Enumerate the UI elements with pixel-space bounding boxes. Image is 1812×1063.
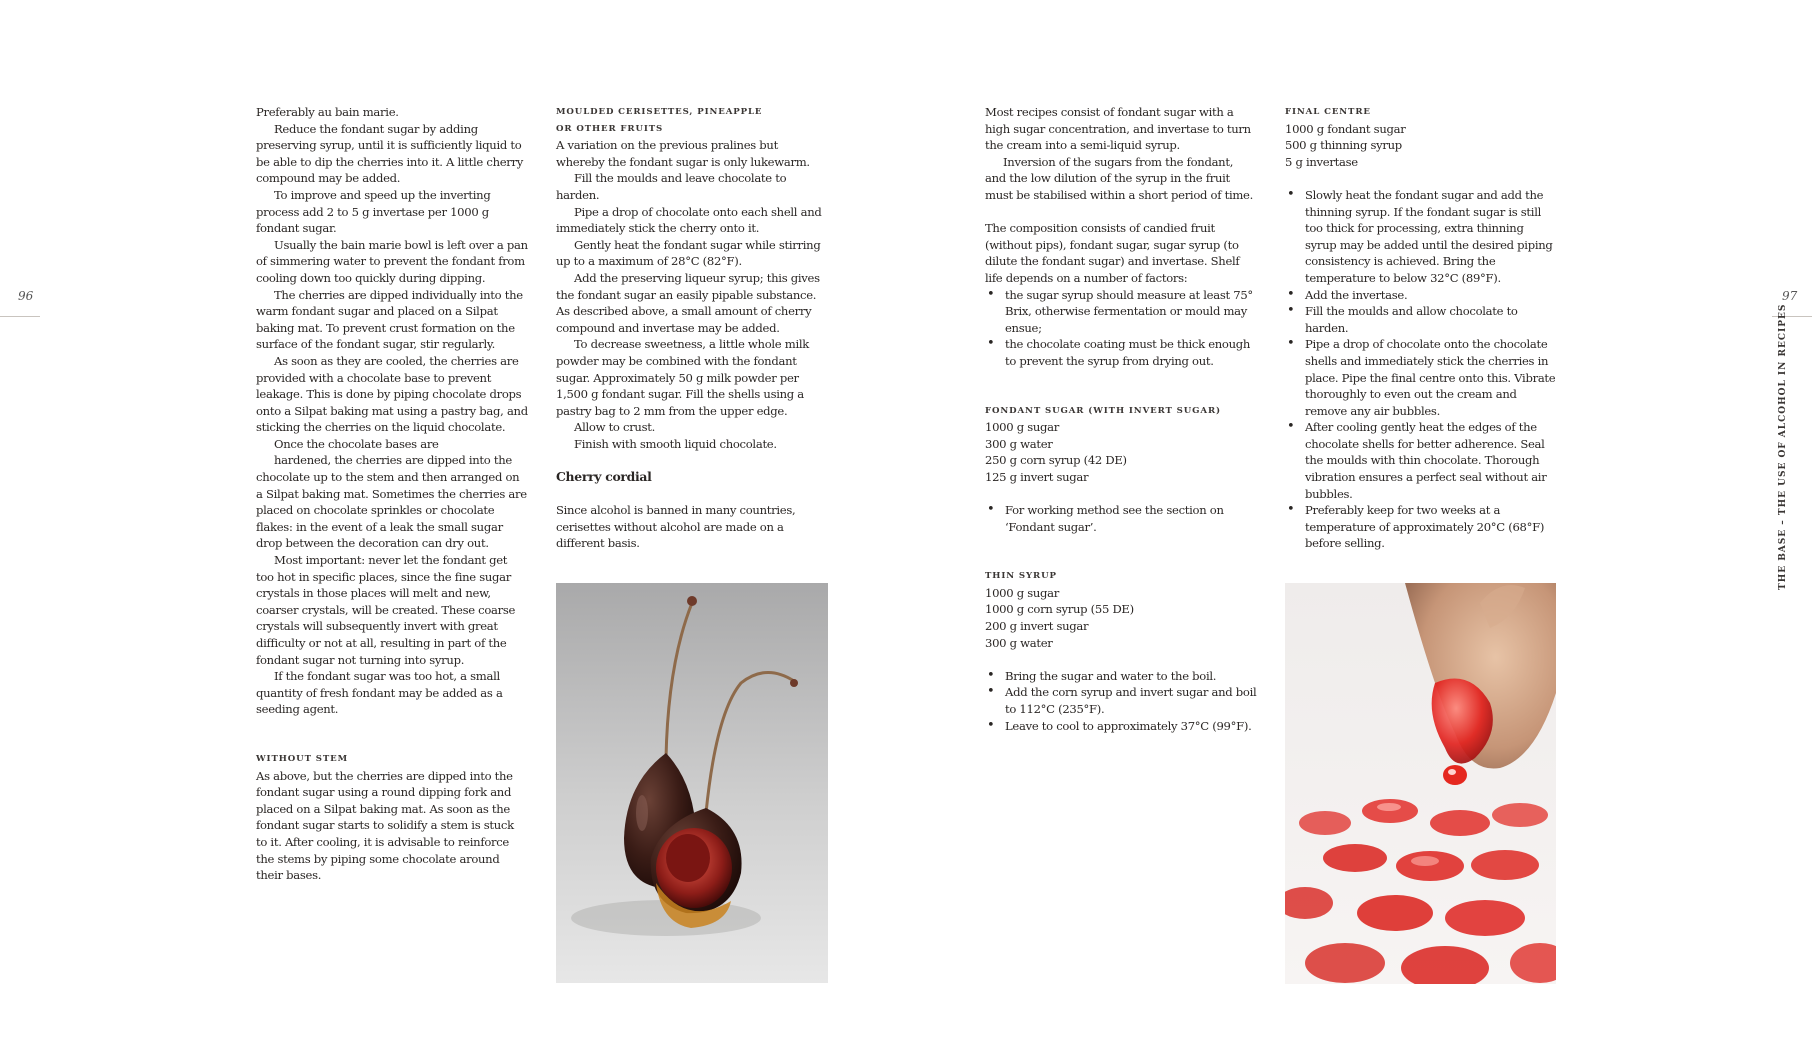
list-item: • the sugar syrup should measure at least 75° Brix, otherwise fermentation or mould may ensue; <box>985 287 1257 337</box>
running-head-text: THE BASE – THE USE OF ALCOHOL IN RECIPES <box>1778 303 1788 590</box>
section-heading-cherry-cordial: Cherry cordial <box>556 469 652 485</box>
paragraph: Reduce the fondant sugar by adding preserving syrup, until it is sufficiently liquid to be able to dip the cherries into it. A little cherry compound may be added. <box>256 121 524 186</box>
paragraph: Add the preserving liqueur syrup; this gives the fondant sugar an easily pipable substance. As described above, a small amount of cherry compound and invertase may be added. <box>556 270 820 335</box>
paragraph: To decrease sweetness, a little whole milk powder may be combined with the fondant sugar. Approximately 50 g milk powder per 1,500 g fondant sugar. Fill the shells using a pastry bag to 2 mm from the upper edge. <box>556 337 809 418</box>
text-column-2 <box>556 104 828 552</box>
paragraph: Gently heat the fondant sugar while stirring up to a maximum of 28°C (82°F). <box>556 237 821 269</box>
paragraph: Most recipes consist of fondant sugar with a high sugar concentration, and invertase to turn the cream into a semi-liquid syrup. <box>985 105 1251 153</box>
paragraph: As soon as they are cooled, the cherries are provided with a chocolate base to prevent leakage. This is done by piping chocolate drops onto a Silpat baking mat using a pastry bag, and sticking the cherries on the liquid chocolate. <box>256 353 528 435</box>
text-column-3 <box>985 104 1257 734</box>
page-number-left: 96 <box>18 289 34 303</box>
paragraph: Most important: never let the fondant get too hot in specific places, since the fine sugar crystals in those places will melt and new, coarser crystals, will be created. These coarse crystals will subsequently invert with great difficulty or not at all, resulting in part of the fondant sugar not turning into syrup. <box>256 553 516 667</box>
page-number-right: 97 <box>1782 289 1798 303</box>
ingredient-line: 200 g invert sugar <box>985 619 1089 634</box>
ingredient-line: 1000 g sugar <box>985 420 1059 435</box>
paragraph: A variation on the previous pralines but whereby the fondant sugar is only lukewarm. <box>556 138 810 169</box>
ingredient-line: 300 g water <box>985 635 1053 650</box>
list-item: • Preferably keep for two weeks at a temperature of approximately 20°C (68°F) before selling. <box>1285 502 1557 552</box>
list-item: • Fill the moulds and allow chocolate to harden. <box>1285 303 1557 336</box>
section-heading-thin-syrup: THIN SYRUP <box>985 571 1057 582</box>
paragraph: Once the chocolate bases are <box>274 436 439 451</box>
list-item: • Pipe a drop of chocolate onto the chocolate shells and immediately stick the cherries in place. Pipe the final centre onto this. Vibrate thoroughly to even out the cream and remove any air bubbles. <box>1285 336 1557 419</box>
ingredient-line: 1000 g corn syrup (55 DE) <box>985 602 1134 617</box>
paragraph: Fill the moulds and leave chocolate to harden. <box>556 171 787 202</box>
bullet-list <box>1285 187 1557 552</box>
paragraph: The cherries are dipped individually into the warm fondant sugar and placed on a Silpat baking mat. To prevent crust formation on the surface of the fondant sugar, stir regularly. <box>256 287 523 352</box>
text-column-1 <box>256 104 528 884</box>
paragraph: Pipe a drop of chocolate onto each shell and immediately stick the cherry onto it. <box>556 204 822 236</box>
section-heading-final-centre: FINAL CENTRE <box>1285 107 1371 117</box>
photo-piping-cherry-image <box>1285 583 1556 984</box>
list-item: • Add the corn syrup and invert sugar and boil to 112°C (235°F). <box>985 684 1257 717</box>
ingredient-line: 1000 g fondant sugar <box>1285 121 1406 136</box>
paragraph: Usually the bain marie bowl is left over a pan of simmering water to prevent the fondant from cooling down too quickly during dipping. <box>256 237 528 285</box>
list-item: • After cooling gently heat the edges of the chocolate shells for better adherence. Seal the moulds with thin chocolate. Thorough vibration ensures a perfect seal without air bubbles. <box>1285 419 1557 502</box>
paragraph: Preferably au bain marie. <box>256 105 399 119</box>
list-item: • For working method see the section on ‘Fondant sugar’. <box>985 502 1257 535</box>
ingredient-line: 250 g corn syrup (42 DE) <box>985 453 1127 468</box>
paragraph: Inversion of the sugars from the fondant, and the low dilution of the syrup in the fruit must be stabilised within a short period of time. <box>985 154 1253 202</box>
list-item: • Add the invertase. <box>1285 287 1557 304</box>
paragraph: hardened, the cherries are dipped into the chocolate up to the stem and then arranged on a Silpat baking mat. Sometimes the cherries are placed on chocolate sprinkles or chocolate flakes: in the event of a leak the small sugar drop between the decoration can dry out. <box>256 453 527 551</box>
margin-rule-left <box>0 316 40 317</box>
paragraph: Since alcohol is banned in many countries, cerisettes without alcohol are made on a different basis. <box>556 503 796 551</box>
bullet-list <box>985 668 1257 734</box>
list-item: • Slowly heat the fondant sugar and add the thinning syrup. If the fondant sugar is still too thick for processing, extra thinning syrup may be added until the desired piping consistency is achieved. Bring the temperature to below 32°C (89°F). <box>1285 187 1557 287</box>
section-heading-without-stem: WITHOUT STEM <box>256 753 349 764</box>
paragraph: If the fondant sugar was too hot, a small quantity of fresh fondant may be added as a seeding agent. <box>256 669 503 717</box>
list-item: • Leave to cool to approximately 37°C (99°F). <box>985 718 1257 735</box>
text-column-4 <box>1285 104 1557 552</box>
photo-chocolate-cherries <box>556 583 828 983</box>
photo-piping-cherry <box>1285 583 1556 984</box>
ingredient-line: 125 g invert sugar <box>985 469 1089 484</box>
ingredient-line: 500 g thinning syrup <box>1285 138 1402 153</box>
paragraph: Finish with smooth liquid chocolate. <box>574 436 777 451</box>
section-heading-fondant-sugar: FONDANT SUGAR (WITH INVERT SUGAR) <box>985 405 1221 416</box>
ingredient-line: 5 g invertase <box>1285 154 1358 169</box>
ingredient-line: 1000 g sugar <box>985 585 1059 600</box>
bullet-list <box>985 502 1257 535</box>
paragraph: The composition consists of candied fruit (without pips), fondant sugar, sugar syrup (to dilute the fondant sugar) and invertase. Shelf life depends on a number of factors: <box>985 221 1240 285</box>
section-heading-moulded-cerisettes-line2: OR OTHER FRUITS <box>556 123 664 134</box>
ingredient-line: 300 g water <box>985 436 1053 451</box>
bullet-list <box>985 287 1257 370</box>
photo-chocolate-cherries-image <box>556 583 828 983</box>
list-item: • Bring the sugar and water to the boil. <box>985 668 1257 685</box>
paragraph: To improve and speed up the inverting process add 2 to 5 g invertase per 1000 g fondant sugar. <box>256 187 491 236</box>
paragraph: Allow to crust. <box>574 420 655 435</box>
paragraph: As above, but the cherries are dipped into the fondant sugar using a round dipping fork and placed on a Silpat baking mat. As soon as the fondant sugar starts to solidify a stem is stuck to it. After cooling, it is advisable to reinforce the stems by piping some chocolate around their bases. <box>256 768 514 883</box>
list-item: • the chocolate coating must be thick enough to prevent the syrup from drying out. <box>985 336 1257 369</box>
section-heading-moulded-cerisettes: MOULDED CERISETTES, PINEAPPLE <box>556 107 763 117</box>
